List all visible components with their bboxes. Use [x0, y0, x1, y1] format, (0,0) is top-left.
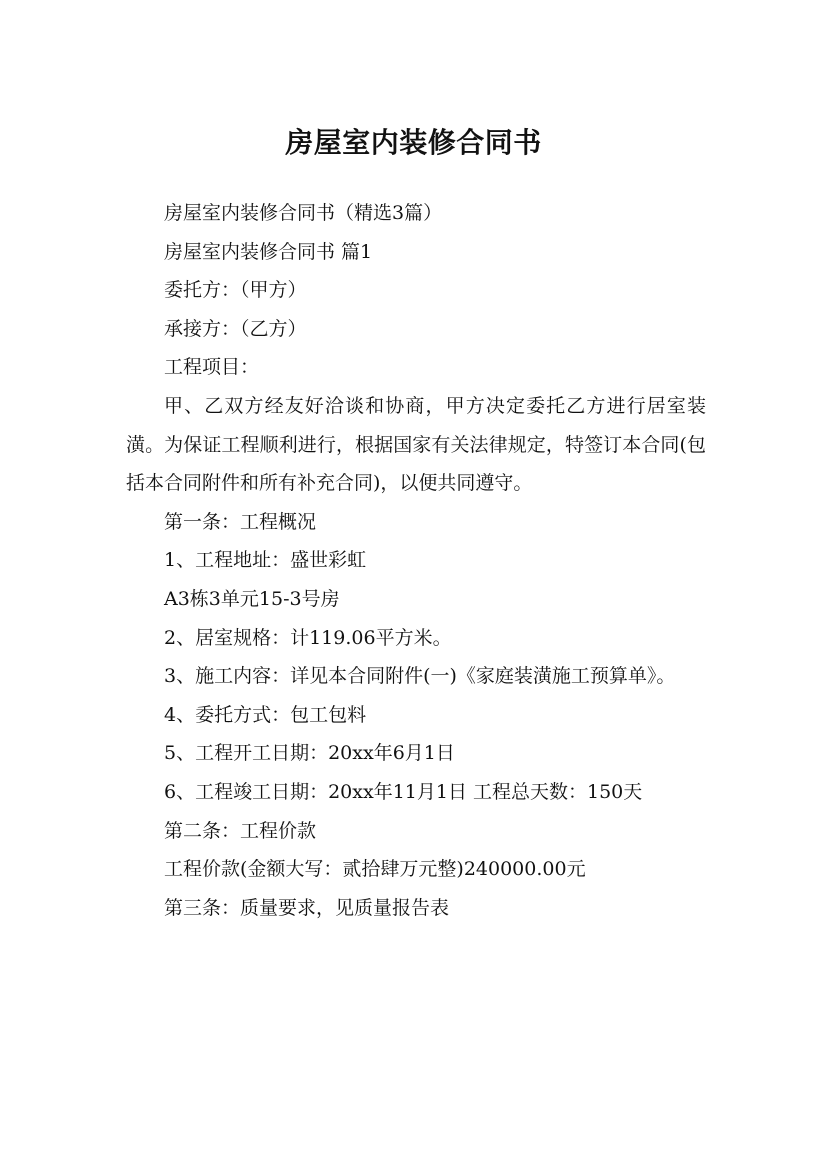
paragraph-unit: A3栋3单元15-3号房	[164, 587, 340, 610]
paragraph-preamble: 甲、乙双方经友好洽谈和协商，甲方决定委托乙方进行居室装潢。为保证工程顺利进行，根据国家有关法律规定，特签订本合同(包括本合同附件和所有补充合同)，以便共同遵守。	[126, 394, 706, 495]
paragraph-price: 工程价款(金额大写：贰拾肆万元整)240000.00元	[164, 858, 586, 881]
document-body	[126, 194, 706, 927]
paragraph-end-date: 6、工程竣工日期：20xx年11月1日 工程总天数：150天	[164, 780, 643, 803]
paragraph-clause-3-heading: 第三条：质量要求，见质量报告表	[164, 896, 450, 919]
paragraph-size: 2、居室规格：计119.06平方米。	[164, 626, 452, 649]
paragraph-contractor-party: 承接方：（乙方）	[164, 317, 307, 340]
paragraph-article-heading: 房屋室内装修合同书 篇1	[164, 240, 373, 263]
document-title: 房屋室内装修合同书	[285, 125, 542, 159]
paragraph-project: 工程项目：	[164, 356, 260, 379]
paragraph-start-date: 5、工程开工日期：20xx年6月1日	[164, 742, 455, 765]
paragraph-clause-1-heading: 第一条：工程概况	[164, 510, 317, 533]
paragraph-address: 1、工程地址：盛世彩虹	[164, 549, 367, 572]
paragraph-client-party: 委托方：（甲方）	[164, 279, 307, 302]
paragraph-method: 4、委托方式：包工包料	[164, 703, 367, 726]
paragraph-scope: 3、施工内容：详见本合同附件(一)《家庭装潢施工预算单》。	[164, 665, 676, 688]
paragraph-collection-title: 房屋室内装修合同书（精选3篇）	[164, 202, 443, 224]
paragraph-clause-2-heading: 第二条：工程价款	[164, 819, 317, 842]
